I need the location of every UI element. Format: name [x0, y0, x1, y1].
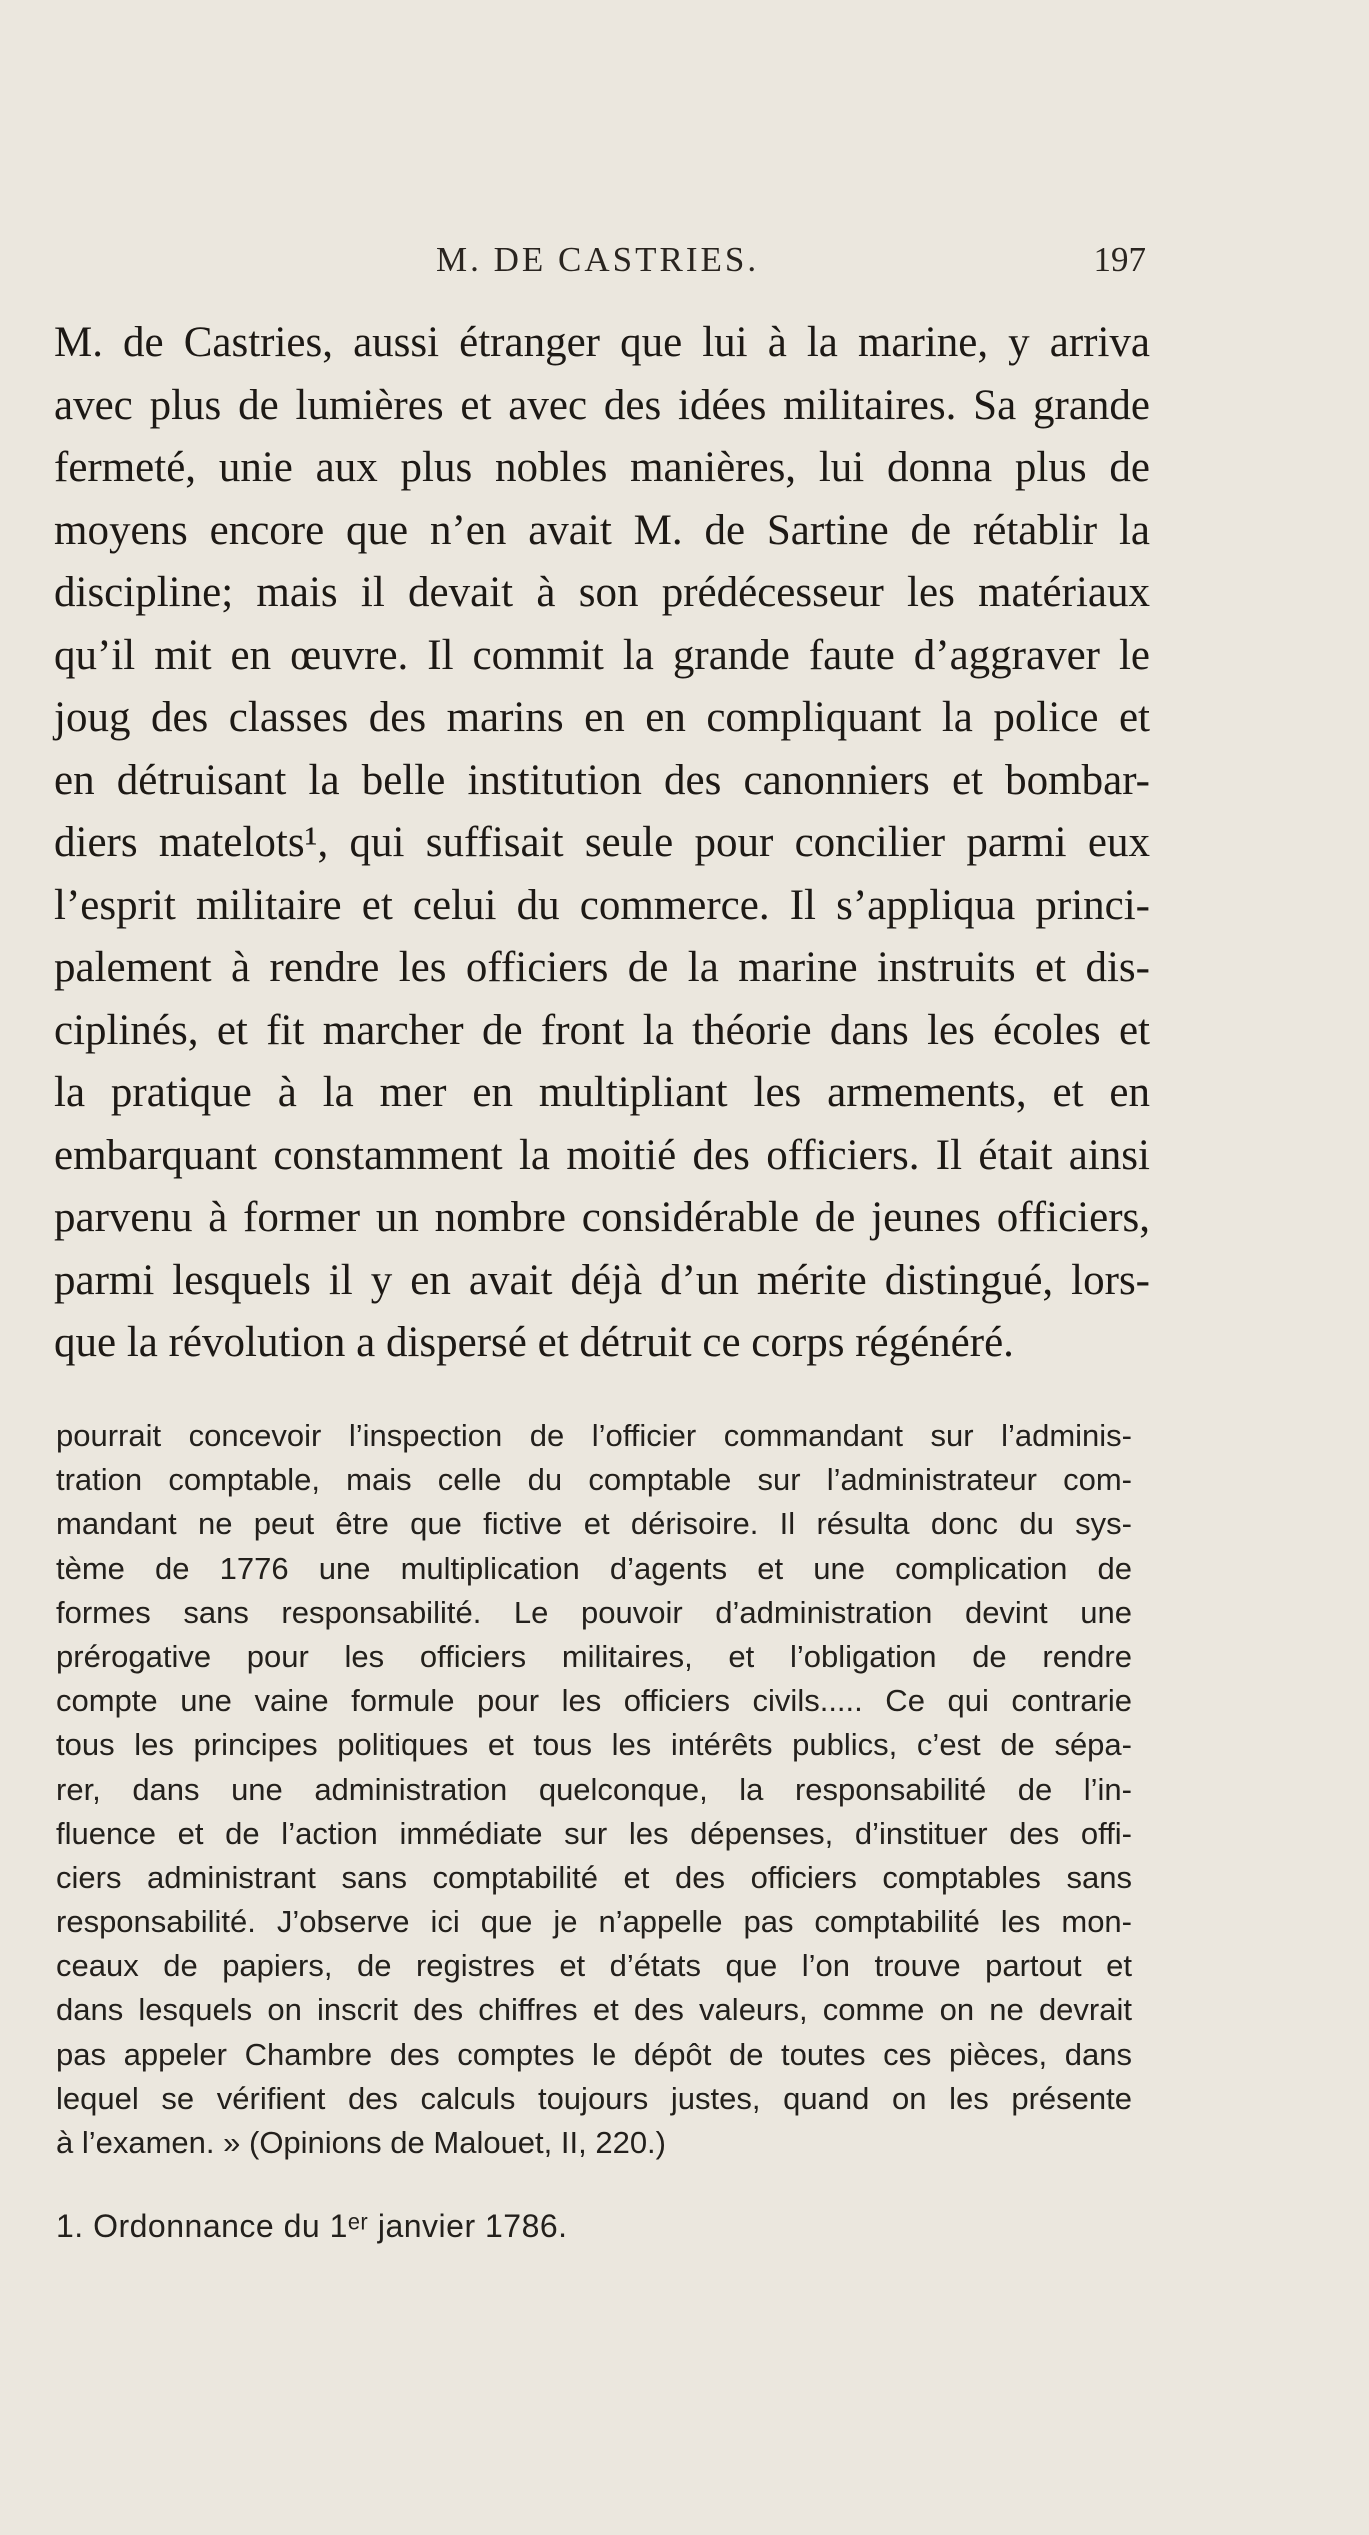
footnote-line: compte une vaine formule pour les officiers civils..... Ce qui contrarie: [56, 1683, 1132, 1719]
text-line: la pratique à la mer en multipliant les armements, et en: [54, 1069, 1150, 1116]
text-line: moyens encore que n’en avait M. de Sartine de rétablir la: [54, 506, 1150, 554]
footnote-line: tème de 1776 une multiplication d’agents et une complication de: [56, 1550, 1132, 1586]
footnote-line: rer, dans une administration quelconque, la responsabilité de l’in-: [56, 1771, 1132, 1807]
text-line: fermeté, unie aux plus nobles manières, lui donna plus de: [54, 444, 1150, 491]
footnote-line: fluence et de l’action immédiate sur les dépenses, d’instituer des offi-: [56, 1815, 1132, 1851]
text-line: parmi lesquels il y en avait déjà d’un mérite distingué, lors-: [54, 1256, 1150, 1304]
text-line: joug des classes des marins en en compliquant la police et: [54, 694, 1150, 741]
footnote-line: dans lesquels on inscrit des chiffres et des valeurs, comme on ne devrait: [56, 1992, 1132, 2028]
footnote-1: [56, 2204, 1132, 2248]
footnote-line: ciers administrant sans comptabilité et des officiers comptables sans: [56, 1859, 1132, 1895]
footnote-line: prérogative pour les officiers militaires, et l’obligation de rendre: [56, 1638, 1132, 1674]
text-line: palement à rendre les officiers de la marine instruits et dis-: [54, 944, 1150, 991]
text-line: avec plus de lumières et avec des idées militaires. Sa grande: [54, 381, 1150, 429]
text-line: qu’il mit en œuvre. Il commit la grande faute d’aggraver le: [54, 631, 1150, 679]
text-line: en détruisant la belle institution des canonniers et bombar-: [54, 756, 1150, 804]
page-number: 197: [1093, 240, 1146, 279]
footnote-line: responsabilité. J’observe ici que je n’appelle pas comptabilité les mon-: [56, 1904, 1132, 1940]
footnote-line: 1. Ordonnance du 1ᵉʳ janvier 1786.: [56, 2208, 568, 2244]
footnote-line: lequel se vérifient des calculs toujours justes, quand on les présente: [56, 2080, 1132, 2116]
text-line: parvenu à former un nombre considérable de jeunes officiers,: [54, 1194, 1150, 1241]
footnote-line: pourrait concevoir l’inspection de l’officier commandant sur l’adminis-: [56, 1418, 1132, 1453]
footnote-line: formes sans responsabilité. Le pouvoir d’administration devint une: [56, 1594, 1132, 1630]
running-title: M. DE CASTRIES.: [436, 240, 760, 279]
footnote-line: ceaux de papiers, de registres et d’états que l’on trouve partout et: [56, 1948, 1132, 1984]
main-paragraph: [54, 312, 1150, 1375]
text-line: que la révolution a dispersé et détruit ce corps régénéré.: [54, 1319, 1014, 1366]
text-line: diers matelots¹, qui suffisait seule pour concilier parmi eux: [54, 819, 1150, 866]
footnote-line: tous les principes politiques et tous les intérêts publics, c’est de sépa-: [56, 1727, 1132, 1763]
running-head: [56, 240, 1146, 290]
text-line: discipline; mais il devait à son prédécesseur les matériaux: [54, 569, 1150, 616]
text-line: embarquant constamment la moitié des officiers. Il était ainsi: [54, 1131, 1150, 1179]
text-line: M. de Castries, aussi étranger que lui à la marine, y arriva: [54, 319, 1150, 366]
footnote-line: à l’examen. » (Opinions de Malouet, II, 220.): [56, 2125, 666, 2160]
text-line: ciplinés, et fit marcher de front la théorie dans les écoles et: [54, 1006, 1150, 1054]
footnote-line: pas appeler Chambre des comptes le dépôt de toutes ces pièces, dans: [56, 2036, 1132, 2072]
footnote-line: mandant ne peut être que fictive et dérisoire. Il résulta donc du sys-: [56, 1506, 1132, 1542]
continued-footnote: [56, 1414, 1132, 2165]
text-line: l’esprit militaire et celui du commerce. Il s’appliqua princi-: [54, 881, 1150, 929]
footnote-line: tration comptable, mais celle du comptable sur l’administrateur com-: [56, 1462, 1132, 1498]
